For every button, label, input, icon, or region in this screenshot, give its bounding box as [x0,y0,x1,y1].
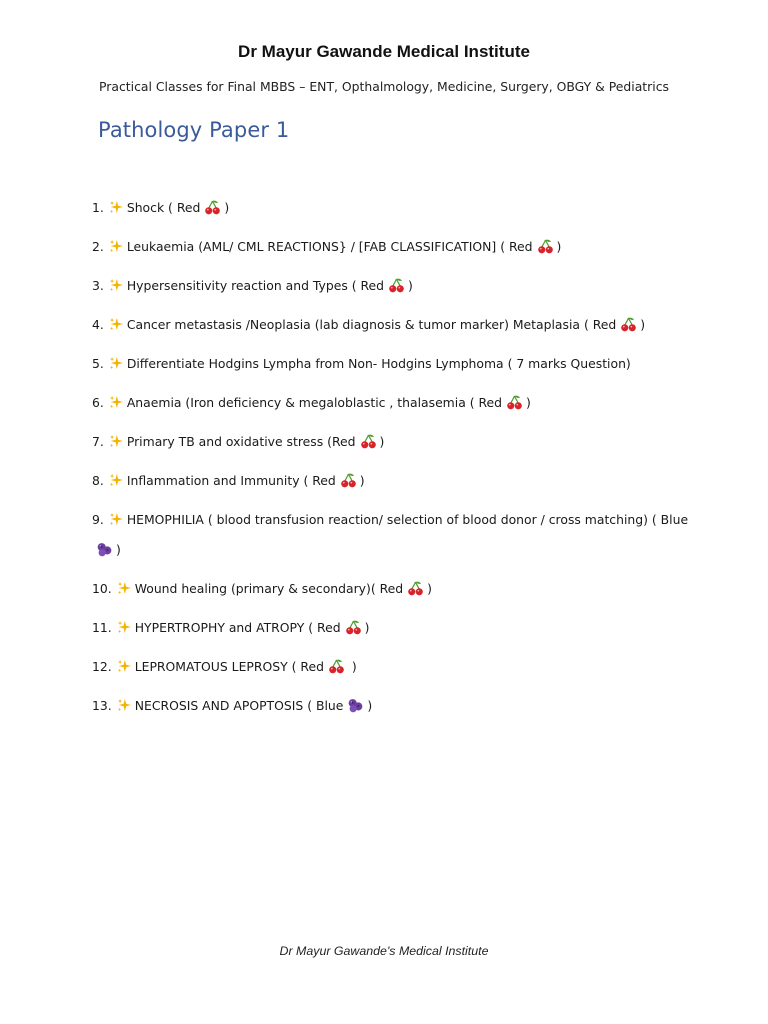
sparkle-icon [117,654,131,668]
topic-close: ) [359,473,365,488]
topic-item-13 [92,691,692,721]
topic-close: ) [116,542,121,557]
topic-text: NECROSIS AND APOPTOSIS ( Blue [134,698,344,713]
topic-text: Inflammation and Immunity ( Red [126,473,336,488]
topic-text: HYPERTROPHY and ATROPY ( Red [134,620,341,635]
topic-close: ) [364,620,370,635]
topic-number: 2. [92,239,104,254]
page-footer: Dr Mayur Gawande's Medical Institute [279,944,489,958]
institute-title: Dr Mayur Gawande Medical Institute [238,42,530,61]
topic-number: 7. [92,434,104,449]
topic-number: 10. [92,581,112,596]
topic-item-3 [92,271,692,301]
sparkle-icon [109,468,123,482]
topic-number: 13. [92,698,112,713]
topic-text: Wound healing (primary & secondary)( Red [134,581,404,596]
topic-close: ) [556,239,562,254]
topic-item-6 [92,388,692,418]
sparkle-icon [109,234,123,248]
cherries-icon [388,274,405,289]
course-subtitle: Practical Classes for Final MBBS – ENT, Opthalmology, Medicine, Surgery, OBGY & Pediatrics [99,79,669,94]
cherries-icon [345,616,362,631]
cherries-icon [340,469,357,484]
sparkle-icon [109,429,123,443]
topic-item-2 [92,232,692,262]
blueberries-icon [347,694,364,709]
topic-text: HEMOPHILIA ( blood transfusion reaction/ selection of blood donor / cross matching) ( Blue [126,512,689,527]
sparkle-icon [117,576,131,590]
topic-text: Leukaemia (AML/ CML REACTIONS} / [FAB CLASSIFICATION] ( Red [126,239,533,254]
topic-text: Cancer metastasis /Neoplasia (lab diagnosis & tumor marker) Metaplasia ( Red [126,317,617,332]
topic-close: ) [526,395,531,410]
paper-title: Pathology Paper 1 [98,118,290,142]
sparkle-icon [109,273,123,287]
blueberries-icon [96,538,113,553]
topic-close: ) [224,200,230,215]
sparkle-icon [109,390,123,404]
cherries-icon [506,391,523,406]
topic-number: 5. [92,356,104,371]
sparkle-icon [109,312,123,326]
topic-close: ) [367,698,373,713]
topic-item-1 [92,193,692,223]
topic-text: Anaemia (Iron deficiency & megaloblastic , thalasemia ( Red [126,395,503,410]
topic-item-7 [92,427,692,457]
cherries-icon [537,235,554,250]
topic-text: Differentiate Hodgins Lympha from Non- Hodgins Lymphoma ( 7 marks Question) [126,356,631,371]
topic-close: ) [379,434,385,449]
topic-text: Primary TB and oxidative stress (Red [126,434,356,449]
topic-number: 4. [92,317,104,332]
topic-item-8 [92,466,692,496]
sparkle-icon [109,351,123,365]
topic-text: Hypersensitivity reaction and Types ( Red [126,278,385,293]
topic-item-11 [92,613,692,643]
sparkle-icon [117,615,131,629]
topic-number: 1. [92,200,104,215]
cherries-icon [328,655,345,670]
topic-list [92,193,692,730]
cherries-icon [407,577,424,592]
topic-number: 6. [92,395,104,410]
topic-item-9 [92,505,692,565]
topic-number: 12. [92,659,112,674]
topic-close: ) [427,581,433,596]
sparkle-icon [109,195,123,209]
topic-number: 8. [92,473,104,488]
cherries-icon [360,430,377,445]
topic-number: 11. [92,620,112,635]
sparkle-icon [109,507,123,521]
topic-text: LEPROMATOUS LEPROSY ( Red [134,659,324,674]
sparkle-icon [117,693,131,707]
cherries-icon [204,196,221,211]
topic-item-12 [92,652,692,682]
topic-item-5 [92,349,692,379]
topic-number: 3. [92,278,104,293]
topic-close: ) [347,659,357,674]
cherries-icon [620,313,637,328]
topic-close: ) [640,317,646,332]
topic-text: Shock ( Red [126,200,201,215]
topic-number: 9. [92,512,104,527]
topic-item-4 [92,310,692,340]
topic-item-10 [92,574,692,604]
topic-close: ) [408,278,413,293]
